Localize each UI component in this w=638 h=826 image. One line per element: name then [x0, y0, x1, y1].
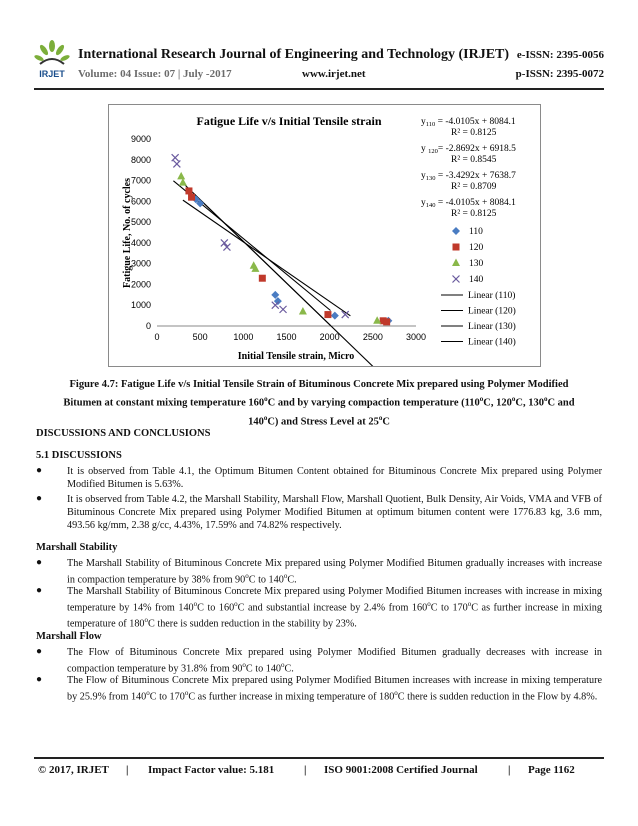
bullet-icon: ● — [36, 585, 43, 596]
marshall-stability-point-2 — [67, 585, 602, 631]
discussion-point-2: It is observed from Table 4.2, the Marshall Stability, Marshall Flow, Marshall Quotient, Bulk Density, Air Voids, VMA and VFB of Bituminous Concrete Mix prepared using Polymer Modified Bitumen at optimum bitumen content were 1776.83 kg, 3.6 mm, 493.56 kg/mm, 2.38 g/cc, 4.43%, 17.59% and 74.82% respectively. — [67, 494, 602, 531]
subsection-heading-5-1: 5.1 DISCUSSIONS — [36, 450, 122, 461]
y-tick-label: 0 — [145, 321, 151, 331]
data-point-120 — [383, 318, 390, 325]
data-point-130 — [177, 172, 185, 180]
data-point-120 — [324, 311, 331, 318]
degree-mark: o — [144, 616, 149, 625]
caption-text: C and by varying compaction temperature (110 — [267, 397, 480, 409]
footer-copyright: © 2017, IRJET — [38, 764, 109, 776]
regression-equation: y $_{120}$= -2.8692x + 6918.5 — [421, 144, 516, 155]
paragraph-text: C. — [287, 574, 297, 586]
fatigue-life-chart — [108, 104, 541, 367]
footer-divider — [34, 757, 604, 759]
paragraph-text: C to 140 — [245, 663, 282, 675]
degree-mark: o — [479, 395, 484, 403]
y-tick-label: 3000 — [130, 258, 151, 269]
degree-mark: o — [511, 395, 516, 403]
footer-separator: | — [508, 764, 511, 776]
data-point-120 — [185, 187, 192, 194]
paragraph-text: C to 170 — [430, 602, 468, 614]
legend-label: Linear (110) — [468, 291, 516, 301]
legend-label: 110 — [469, 227, 483, 237]
degree-mark: o — [263, 413, 268, 422]
x-axis-label: Initial Tensile strain, Micro — [237, 351, 355, 362]
degree-mark: o — [242, 661, 246, 669]
r-squared-value: R² = 0.8709 — [451, 182, 497, 192]
marshall-stability-point-1 — [67, 557, 602, 586]
section-heading-discussions-conclusions: DISCUSSIONS AND CONCLUSIONS — [36, 428, 211, 439]
paragraph-text: C as further increase in mixing temperature of 180 — [188, 691, 395, 703]
degree-mark: o — [427, 600, 431, 608]
degree-mark: o — [283, 572, 288, 580]
paragraph-text: C to 170 — [149, 691, 185, 703]
footer-page-number: Page 1162 — [528, 764, 575, 776]
legend-marker-110 — [452, 227, 460, 235]
paragraph-text: C as further increase in mixing temperature of 180 — [67, 602, 602, 630]
paragraph-text: C. — [284, 663, 294, 675]
x-tick-label: 1000 — [233, 332, 254, 342]
x-tick-label: 3000 — [405, 332, 427, 342]
degree-mark: o — [193, 600, 198, 608]
data-point-120 — [259, 275, 266, 282]
y-tick-label: 9000 — [130, 134, 151, 144]
journal-title: International Research Journal of Engineering and Technology (IRJET) — [78, 47, 510, 62]
degree-mark: o — [467, 600, 472, 608]
p-issn: p-ISSN: 2395-0072 — [515, 68, 604, 80]
journal-header — [34, 40, 604, 90]
legend-marker-130 — [452, 259, 460, 267]
logo-text: IRJET — [39, 69, 65, 79]
footer-separator: | — [126, 764, 129, 776]
degree-mark: o — [234, 600, 238, 608]
regression-equation: $y_{110} = -4.0105x + 8084.1$ — [421, 117, 516, 128]
bullet-icon: ● — [36, 465, 43, 476]
paragraph-text: The Marshall Stability of Bituminous Concrete Mix prepared using Polymer Modified Bitumen increases with increase in mixing temperature by 14% from 140 — [67, 586, 602, 614]
subheading-marshall-flow: Marshall Flow — [36, 631, 102, 642]
figure-caption — [36, 378, 602, 429]
degree-mark: o — [146, 689, 150, 697]
footer-iso: ISO 9001:2008 Certified Journal — [324, 764, 478, 776]
discussion-point-1: It is observed from Table 4.1, the Optimum Bitumen Content obtained for Bituminous Concrete Mix prepared using Polymer Modified Bitumen is 5.63%. — [67, 466, 602, 490]
bullet-icon: ● — [36, 674, 43, 685]
caption-text: C — [382, 416, 390, 427]
footer-separator: | — [304, 764, 307, 776]
legend-marker-120 — [453, 244, 460, 251]
regression-equation: $y_{140} = -4.0105x + 8084.1$ — [421, 198, 516, 209]
caption-text: Bitumen at constant mixing temperature 160 — [63, 397, 265, 409]
r-squared-value: R² = 0.8125 — [451, 128, 497, 138]
regression-equation: $y_{130} = -3.4292x + 7638.7$ — [421, 171, 516, 182]
bullet-icon: ● — [36, 646, 43, 657]
y-tick-label: 2000 — [130, 279, 151, 290]
caption-text: C, 130 — [515, 397, 544, 409]
header-divider — [34, 88, 604, 90]
legend-label: 120 — [469, 243, 484, 253]
chart-canvas — [109, 105, 540, 366]
bullet-icon: ● — [36, 557, 43, 568]
y-tick-label: 1000 — [130, 300, 151, 311]
x-tick-label: 2000 — [319, 332, 340, 342]
data-point-110 — [331, 312, 339, 320]
paragraph-text: C there is sudden reduction in the stability by 23%. — [148, 618, 357, 630]
irjet-logo — [34, 40, 70, 80]
data-point-130 — [299, 307, 307, 315]
paragraph-text: C there is sudden reduction in the Flow by 4.8%. — [397, 691, 598, 703]
degree-mark: o — [245, 572, 249, 580]
e-issn: e-ISSN: 2395-0056 — [516, 49, 604, 61]
x-tick-label: 500 — [192, 332, 208, 342]
x-tick-label: 1500 — [276, 332, 297, 342]
x-tick-label: 2500 — [362, 332, 383, 342]
caption-text: 140 — [248, 416, 264, 427]
y-tick-label: 5000 — [130, 217, 151, 228]
degree-mark: o — [184, 689, 189, 697]
bullet-icon: ● — [36, 493, 43, 504]
legend-label: 140 — [469, 275, 484, 285]
y-tick-label: 6000 — [130, 196, 151, 207]
x-tick-label: 0 — [154, 332, 160, 342]
y-axis-label: Fatigue Life, No. of cycles — [122, 178, 133, 288]
journal-url[interactable]: www.irjet.net — [302, 68, 366, 80]
caption-text: C and — [547, 397, 575, 409]
marshall-flow-point-2 — [67, 674, 602, 703]
legend-label: Linear (140) — [468, 337, 516, 348]
r-squared-value: R² = 0.8545 — [451, 155, 497, 165]
marshall-flow-point-1 — [67, 646, 602, 675]
y-tick-label: 8000 — [130, 154, 151, 165]
degree-mark: o — [543, 395, 548, 403]
caption-line-1: Figure 4.7: Fatigue Life v/s Initial Tensile Strain of Bituminous Concrete Mix prepared using Polymer Modified — [69, 379, 569, 390]
paragraph-text: The Flow of Bituminous Concrete Mix prepared using Polymer Modified Bitumen gradually decreases with increase in compaction temperature by 31.8% from 90 — [67, 647, 602, 675]
r-squared-value: R² = 0.8125 — [451, 209, 497, 219]
degree-mark: o — [394, 689, 398, 697]
legend-label: Linear (130) — [468, 322, 516, 332]
paragraph-text: The Flow of Bituminous Concrete Mix prepared using Polymer Modified Bitumen increases with increase in mixing temperature by 25.9% from 140 — [67, 675, 602, 703]
legend-label: Linear (120) — [468, 306, 516, 317]
subheading-marshall-stability: Marshall Stability — [36, 542, 118, 553]
footer-impact-factor: Impact Factor value: 5.181 — [148, 764, 275, 776]
y-tick-label: 7000 — [130, 175, 151, 186]
paragraph-text: C to 140 — [248, 574, 284, 586]
caption-text: C) and Stress Level at 25 — [267, 416, 379, 427]
paragraph-text: C to 160 — [197, 602, 235, 614]
data-point-120 — [188, 194, 195, 201]
volume-issue: Volume: 04 Issue: 07 | July -2017 — [78, 68, 232, 80]
y-tick-label: 4000 — [130, 237, 151, 248]
degree-mark: o — [378, 413, 383, 422]
degree-mark: o — [281, 661, 285, 669]
paragraph-text: C and substantial increase by 2.4% from 160 — [237, 602, 428, 614]
paragraph-text: The Marshall Stability of Bituminous Concrete Mix prepared using Polymer Modified Bitumen gradually increases with increase in compaction temperature by 38% from 90 — [67, 558, 602, 586]
caption-text: C, 120 — [483, 397, 512, 409]
degree-mark: o — [264, 395, 268, 403]
chart-title: Fatigue Life v/s Initial Tensile strain — [196, 114, 382, 128]
legend-label: 130 — [469, 259, 484, 269]
